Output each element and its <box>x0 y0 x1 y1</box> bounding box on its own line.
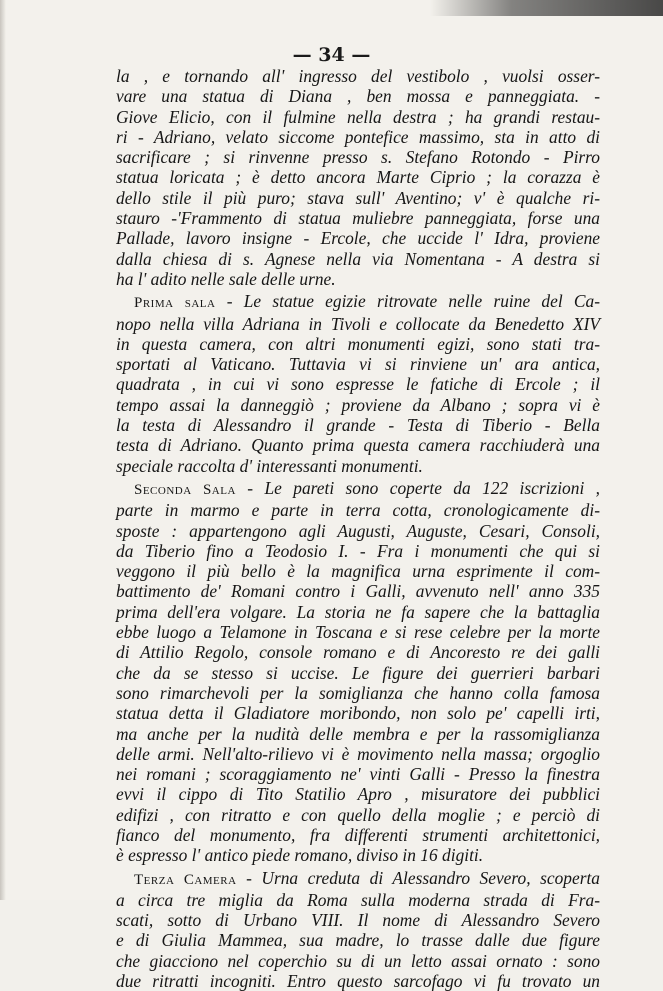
text-line: delle armi. Nell'alto-rilievo vi è movimento nella massa; orgoglio <box>116 743 600 764</box>
text-line: scati, sotto di Urbano VIII. Il nome di Alessandro Severo <box>116 910 600 931</box>
text-line: dalla chiesa di s. Agnese nella via Nomentana - A destra si <box>116 248 600 269</box>
text-line: nei romani ; scoraggiamento ne' vinti Galli - Presso la finestra <box>116 764 600 785</box>
text-line: battimento de' Romani contro i Galli, avvenuto nell' anno 335 <box>116 581 600 602</box>
text-line: è espresso l' antico piede romano, diviso in 16 digiti. <box>116 845 484 866</box>
page-edge <box>0 0 6 900</box>
text-line: di Attilio Regolo, console romano e di Ancoresto re dei galli <box>116 642 600 663</box>
body-text <box>116 66 600 991</box>
paragraph-seconda-sala <box>116 478 600 866</box>
text-line: prima dell'era volgare. La storia ne fa sapere che la battaglia <box>116 601 600 622</box>
section-heading-seconda-sala: Seconda Sala <box>134 481 236 498</box>
text-line: a circa tre miglia da Roma sulla moderna strada di Fra- <box>116 889 600 910</box>
page-number: — 34 — <box>292 44 371 66</box>
text-line: Giove Elicio, con il fulmine nella destra ; ha grandi restau- <box>116 106 600 127</box>
text-line: parte in marmo e parte in terra cotta, cronologicamente di- <box>116 500 600 521</box>
text-line: fianco del monumento, fra differenti strumenti architettonici, <box>116 824 600 845</box>
text-line: da Tiberio fino a Teodosio I. - Fra i monumenti che qui si <box>116 540 600 561</box>
text-line: in questa camera, con altri monumenti egizi, sono stati tra- <box>116 333 600 354</box>
text-line: che giacciono nel coperchio su di un letto assai ornato : sono <box>116 950 600 971</box>
text-line: due ritratti incogniti. Entro questo sarcofago vi fu trovato un <box>116 971 600 991</box>
text-line: sposte : appartengono agli Augusti, Auguste, Cesari, Consoli, <box>116 520 600 541</box>
text-line <box>116 478 600 500</box>
text-line <box>116 868 600 890</box>
text-line: veggono il più bello è la magnifica urna esprimente il com- <box>116 561 600 582</box>
section-heading-terza-camera: Terza Camera <box>134 871 237 888</box>
text-line: statua loricata ; è detto ancora Marte Ciprio ; la corazza è <box>116 167 600 188</box>
text-line: e di Giulia Mammea, sua madre, lo trasse dalle due figure <box>116 930 600 951</box>
text-line: stauro -'Frammento di statua muliebre panneggiata, forse una <box>116 208 600 229</box>
text-line: dello stile il più puro; stava sull' Aventino; v' è qualche ri- <box>116 187 600 208</box>
text-line: ebbe luogo a Telamone in Toscana e si rese celebre per la morte <box>116 622 600 643</box>
text-line: sacrificare ; si rinvenne presso s. Stefano Rotondo - Pirro <box>116 147 600 168</box>
text-line: ma anche per la nudità delle membra e per la rassomiglianza <box>116 723 600 744</box>
text-fragment: - Le pareti sono coperte da 122 iscrizioni , <box>235 477 601 498</box>
text-line: testa di Adriano. Quanto prima questa camera racchiuderà una <box>116 435 600 456</box>
text-line: sono rimarchevoli per la somiglianza che hanno colla famosa <box>116 682 600 703</box>
text-line: la testa di Alessandro il grande - Testa di Tiberio - Bella <box>116 415 600 436</box>
text-line: la , e tornando all' ingresso del vestibolo , vuolsi osser- <box>116 66 600 86</box>
section-heading-prima-sala: Prima sala <box>134 295 216 312</box>
scan-shadow <box>430 0 663 16</box>
paragraph-prima-sala <box>116 291 600 476</box>
text-line: edifizi , con ritratto e con quello della moglie ; e perciò di <box>116 804 600 825</box>
text-line <box>116 291 600 313</box>
text-line: Pallade, lavoro insigne - Ercole, che uccide l' Idra, proviene <box>116 228 600 249</box>
text-fragment: - Le statue egizie ritrovate nelle ruine del Ca- <box>215 291 601 312</box>
text-line: nopo nella villa Adriana in Tivoli e collocate da Benedetto XIV <box>116 313 600 334</box>
text-fragment: - Urna creduta di Alessandro Severo, scoperta <box>236 867 600 888</box>
text-line: statua detta il Gladiatore moribondo, non solo pe' capelli irti, <box>116 703 600 724</box>
text-line: speciale raccolta d' interessanti monumenti. <box>116 455 423 476</box>
text-line: vare una statua di Diana , ben mossa e panneggiata. - <box>116 86 600 107</box>
text-line: sportati al Vaticano. Tuttavia vi si rinviene un' ara antica, <box>116 354 600 375</box>
paragraph-intro <box>116 66 600 289</box>
text-line: tempo assai la danneggiò ; proviene da Albano ; sopra vi è <box>116 394 600 415</box>
text-line: quadrata , in cui vi sono espresse le fatiche di Ercole ; il <box>116 374 600 395</box>
text-line: ha l' adito nelle sale delle urne. <box>116 268 336 289</box>
text-line: ri - Adriano, velato siccome pontefice massimo, sta in atto di <box>116 126 600 147</box>
paragraph-terza-camera <box>116 868 600 991</box>
text-line: evvi il cippo di Tito Statilio Apro , misuratore dei pubblici <box>116 784 600 805</box>
text-line: che da se stesso si uccise. Le figure dei guerrieri barbari <box>116 662 600 683</box>
